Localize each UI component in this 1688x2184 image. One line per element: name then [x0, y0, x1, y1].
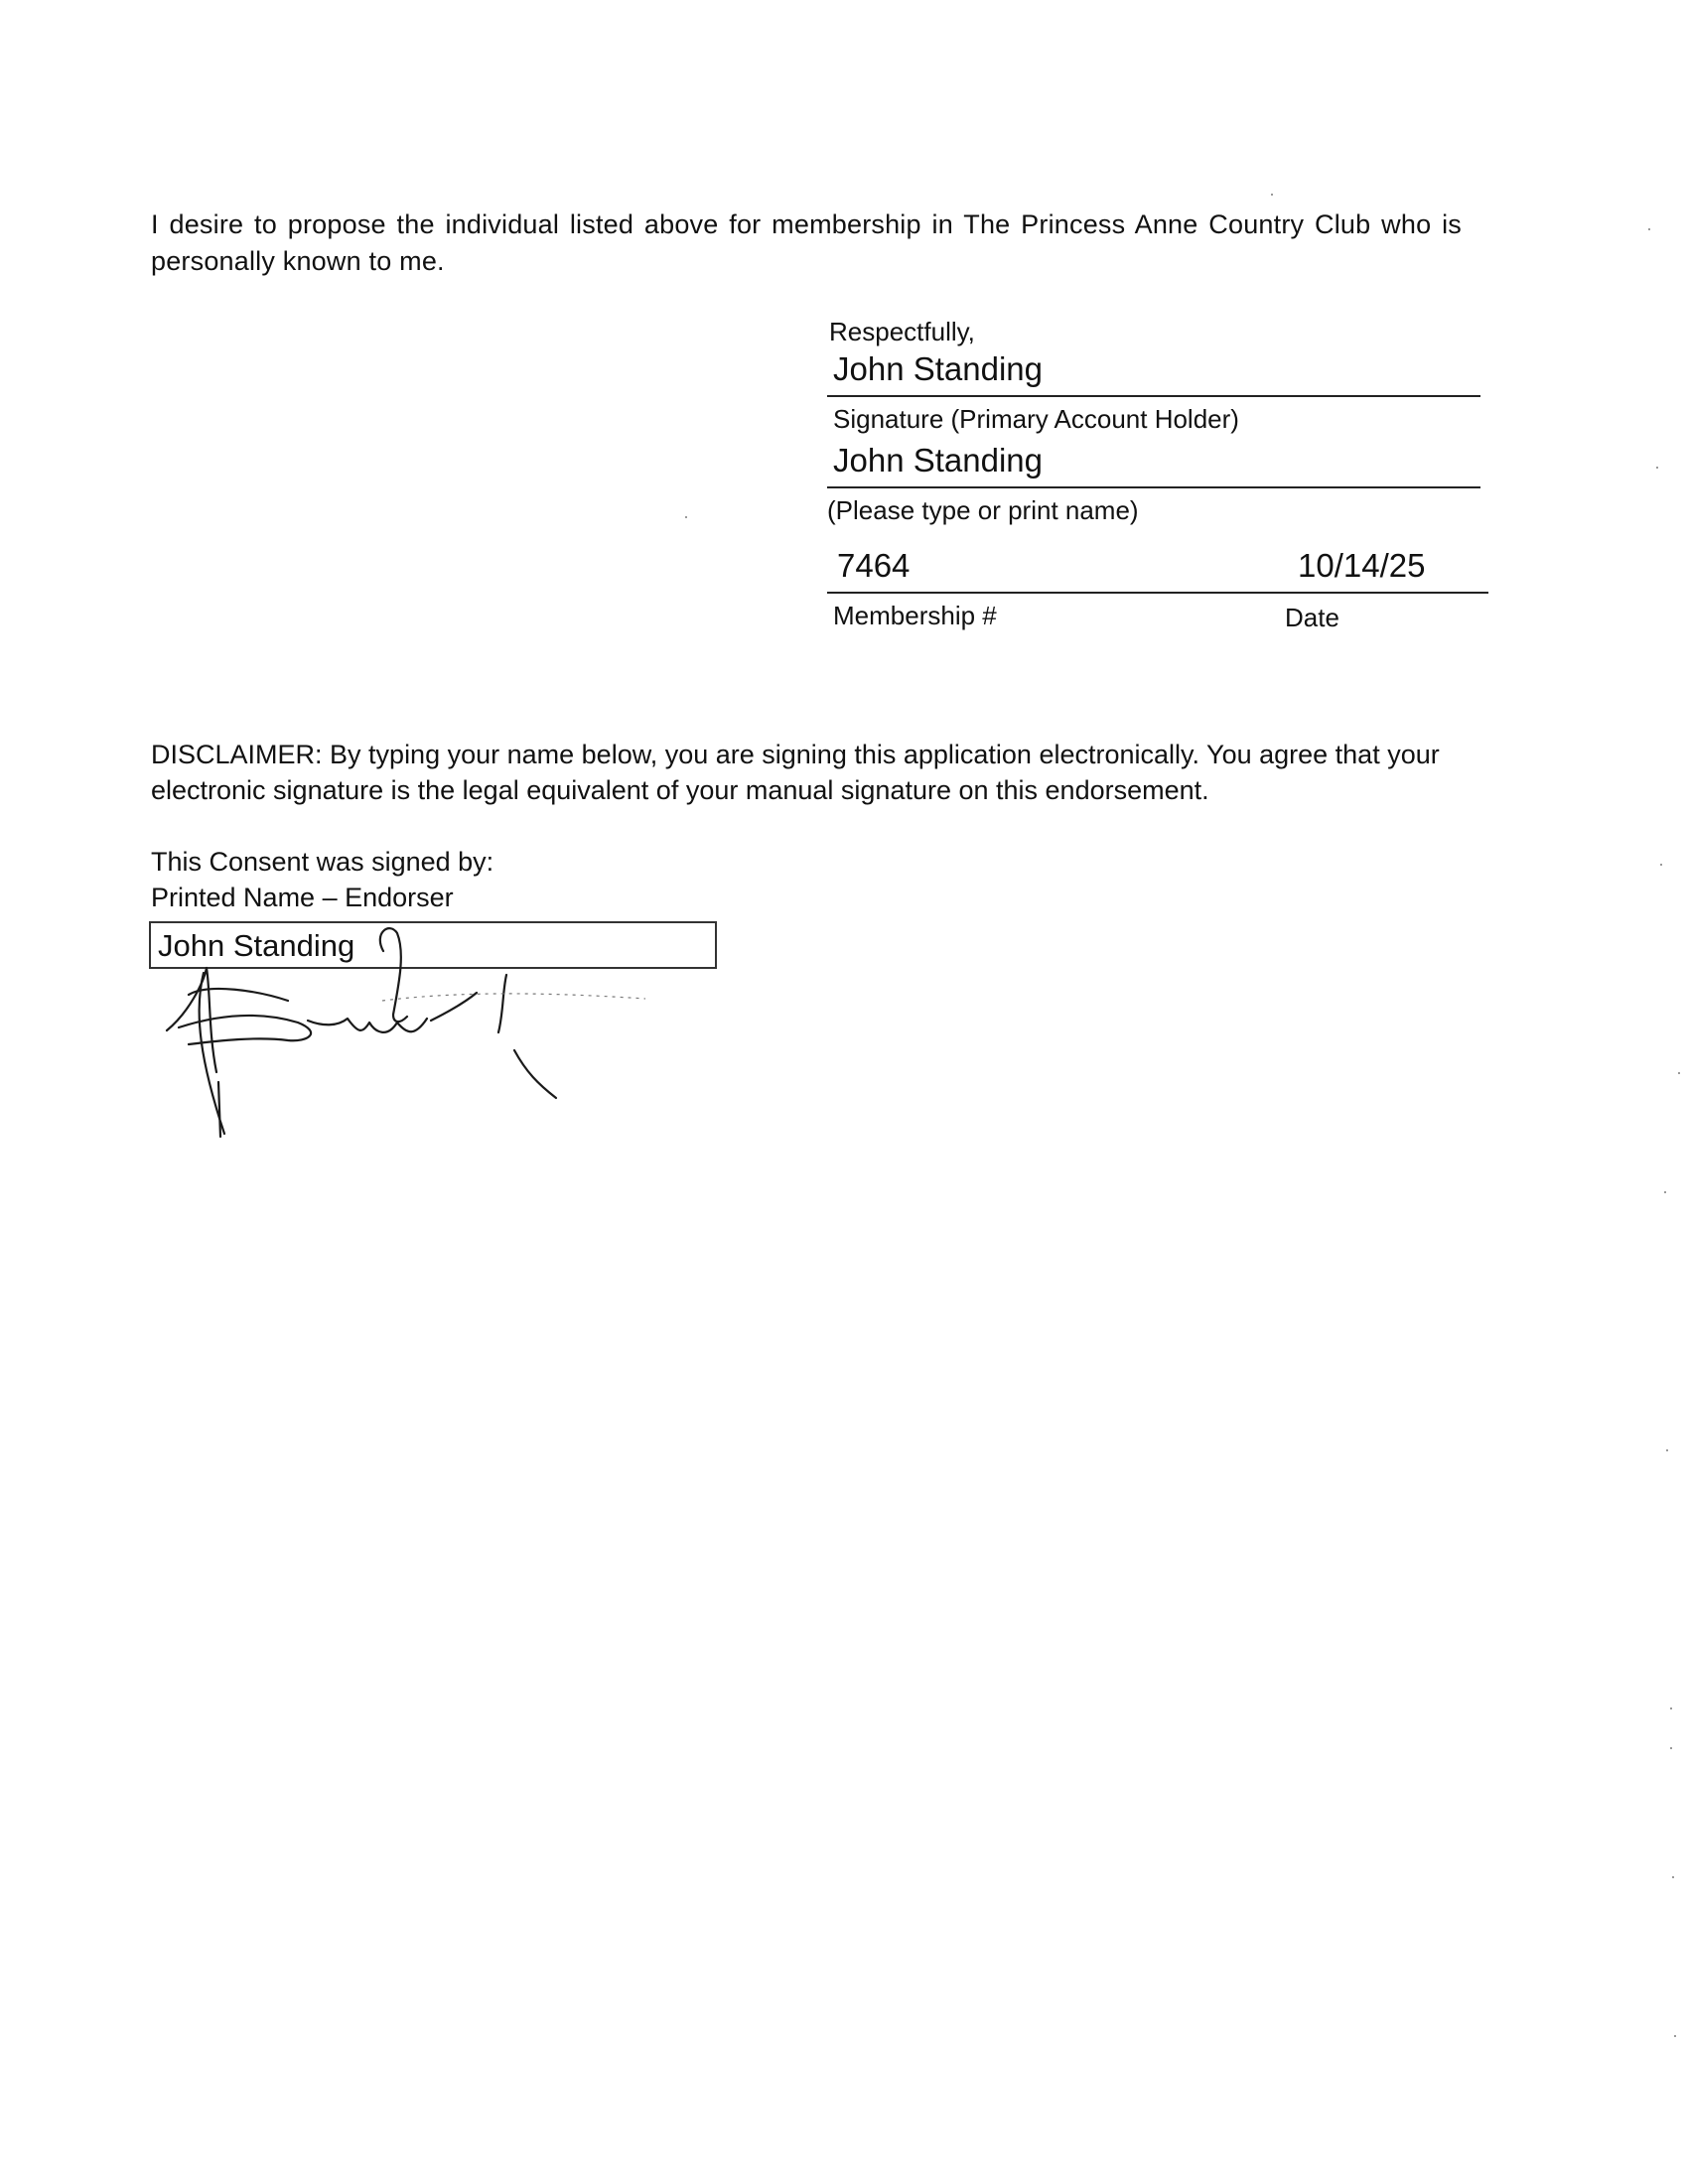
scan-speck — [1670, 1747, 1672, 1749]
date-value: 10/14/25 — [1298, 547, 1426, 584]
signature-label: Signature (Primary Account Holder) — [833, 404, 1239, 434]
scan-speck — [1648, 228, 1650, 230]
disclaimer-line-1: DISCLAIMER: By typing your name below, you are signing this application electronically. You agree that your — [151, 740, 1440, 769]
scan-speck — [1664, 1191, 1666, 1193]
primary-signature-value: John Standing — [833, 350, 1044, 387]
disclaimer-line-2: electronic signature is the legal equivalent of your manual signature on this endorsement. — [151, 775, 1209, 805]
membership-date-line — [827, 592, 1488, 594]
scan-speck — [685, 516, 687, 518]
membership-number-label: Membership # — [833, 601, 997, 630]
scan-speck — [1666, 1449, 1668, 1451]
closing-text: Respectfully, — [829, 317, 975, 346]
endorsement-statement: I desire to propose the individual listed above for membership in The Princess Anne Country Club who is personally known to me. — [151, 209, 1462, 276]
scan-speck — [1660, 864, 1662, 866]
scan-speck — [1674, 2035, 1676, 2037]
printed-name-line — [827, 486, 1480, 488]
date-label: Date — [1285, 603, 1339, 632]
endorser-name-value: John Standing — [158, 928, 355, 963]
scan-speck — [1678, 1072, 1680, 1074]
scan-speck — [1672, 1876, 1674, 1878]
handwritten-signature — [149, 923, 665, 1161]
consent-signed-by: This Consent was signed by: — [151, 847, 494, 877]
printed-name-value: John Standing — [833, 442, 1044, 478]
scan-speck — [1670, 1707, 1672, 1709]
membership-number-value: 7464 — [837, 547, 911, 584]
signature-line — [827, 395, 1480, 397]
printed-name-endorser-label: Printed Name – Endorser — [151, 883, 454, 912]
scan-speck — [1271, 194, 1273, 196]
printed-name-label: (Please type or print name) — [827, 495, 1139, 525]
consent-block — [151, 844, 493, 915]
scan-speck — [1656, 467, 1658, 469]
disclaimer — [151, 737, 1442, 808]
